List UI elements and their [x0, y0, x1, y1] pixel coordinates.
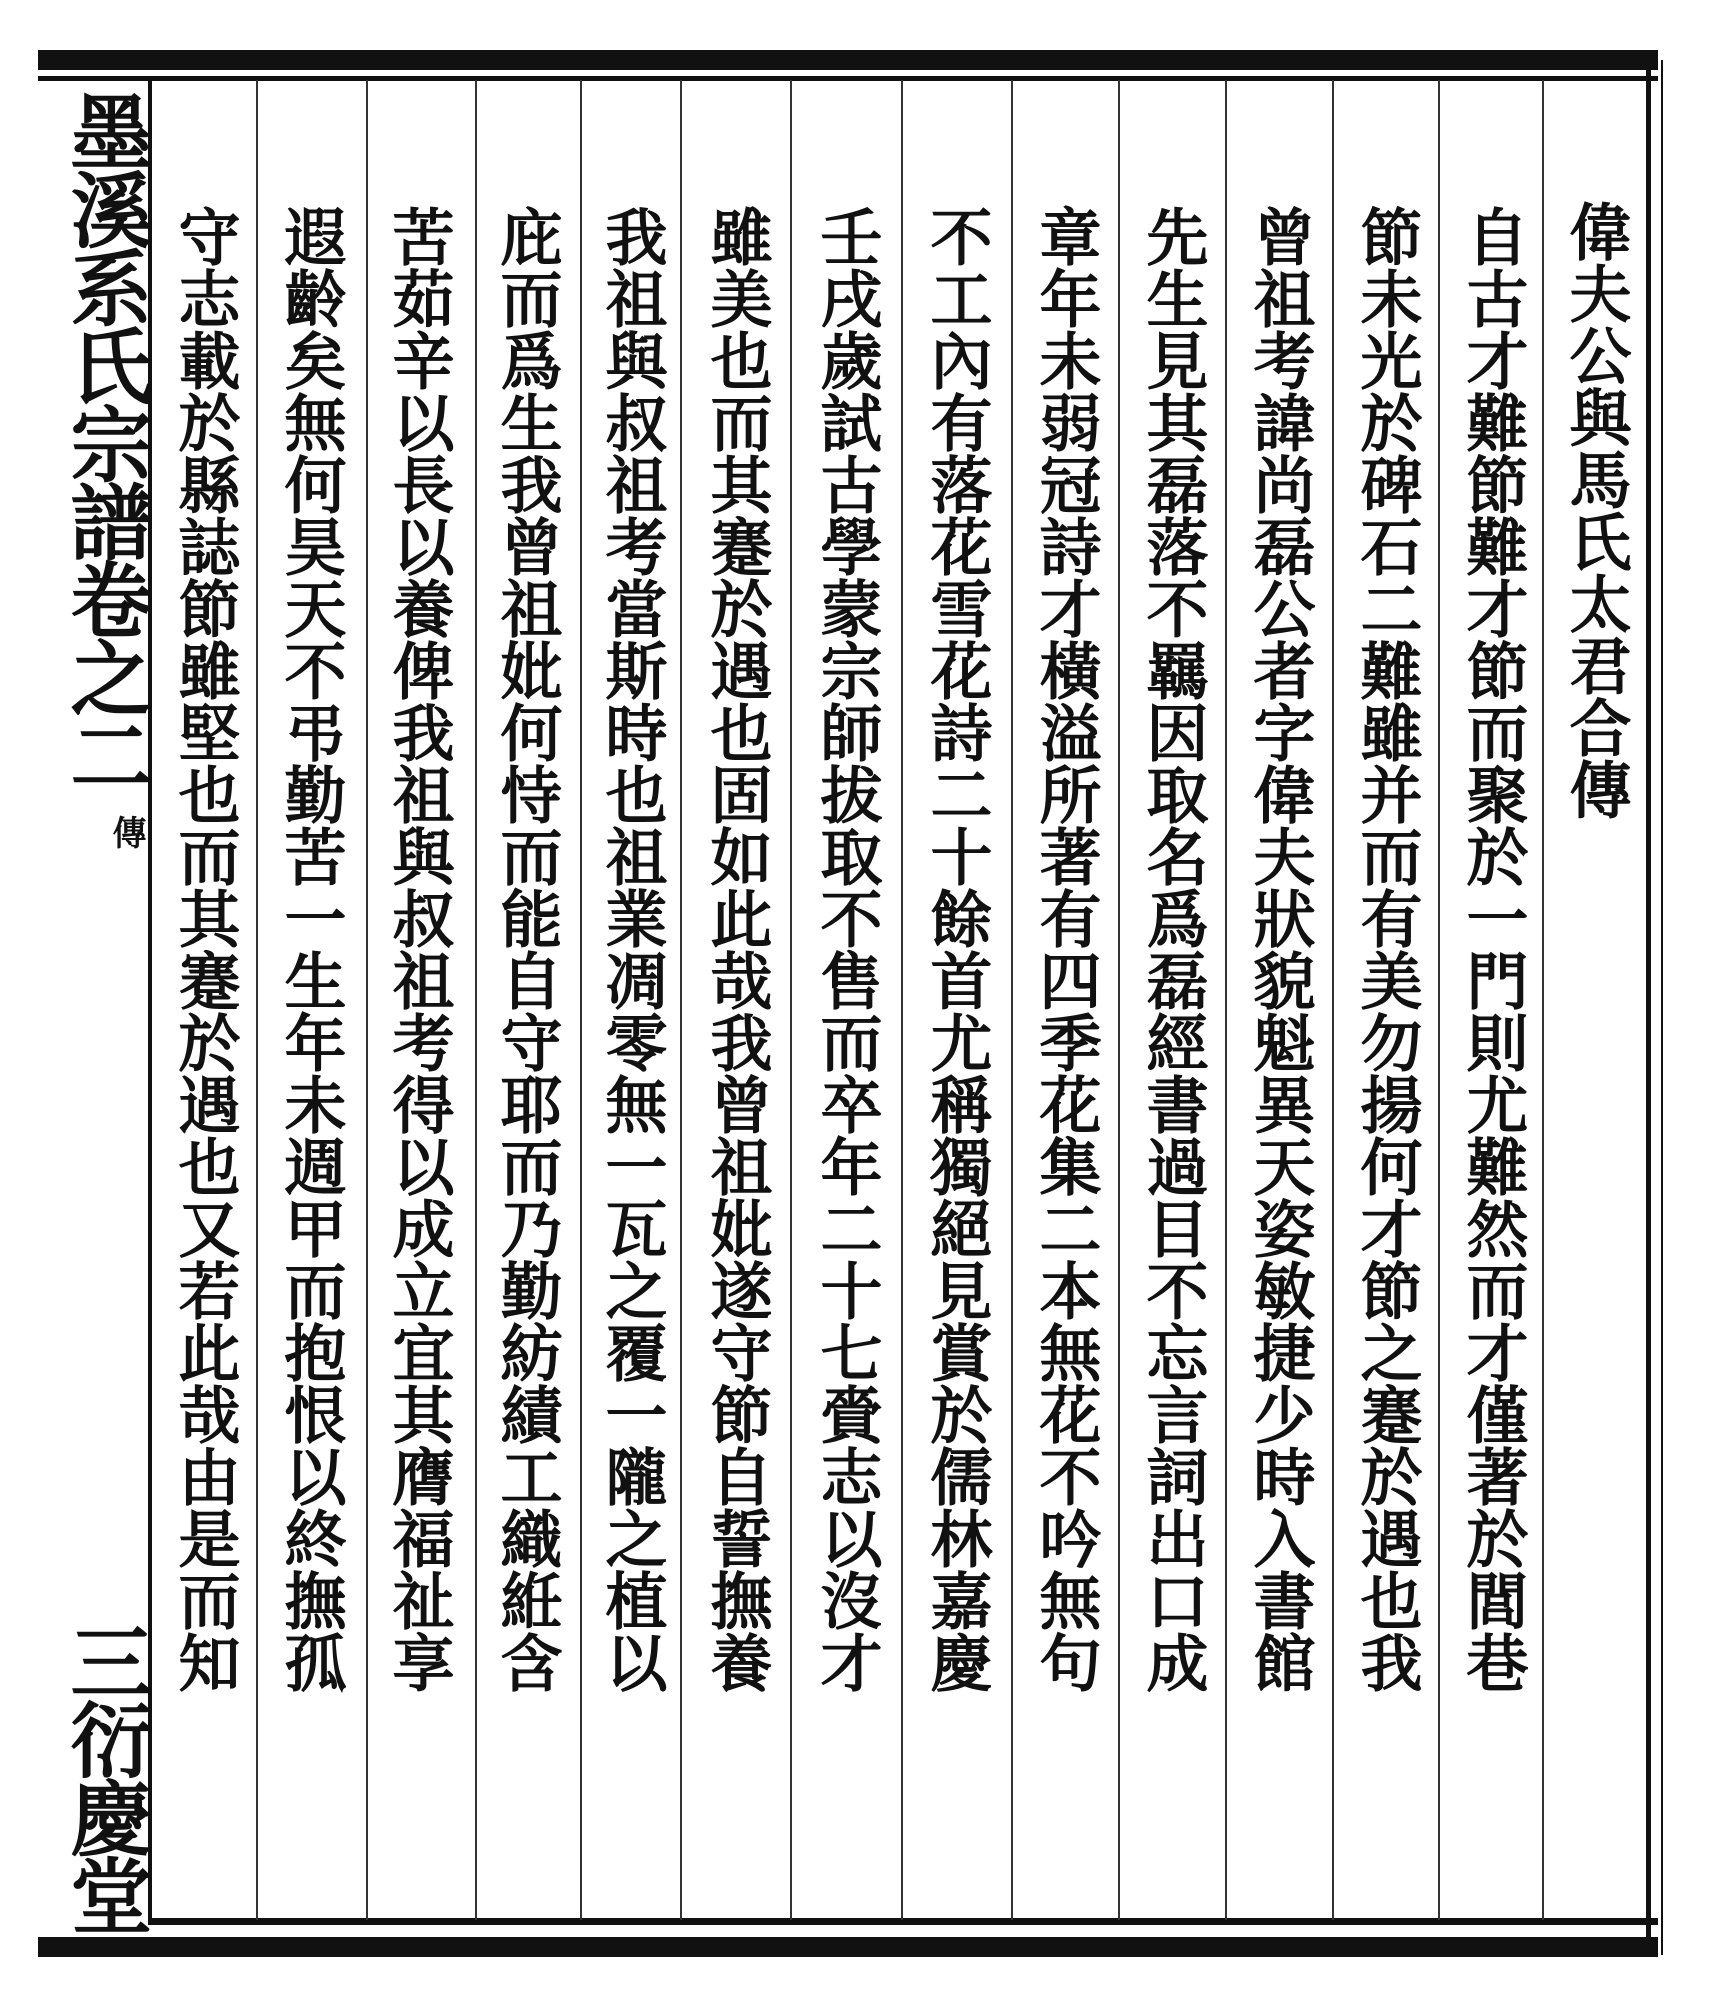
column-divider: [366, 80, 368, 1920]
volume-label: 卷之二: [57, 558, 153, 792]
column-divider: [580, 80, 582, 1920]
bottom-border-inner: [150, 1918, 1658, 1925]
text-column: 曾祖考諱尚磊公者字偉夫狀貌魁異天姿敏捷少時入書館: [1243, 205, 1316, 1693]
text-column: 守志載於縣誌節雖堅也而其蹇於遇也又若此哉由是而知: [168, 205, 241, 1693]
text-column: 不工內有落花雪花詩二十餘首尤稱獨絕見賞於儒林嘉慶: [920, 205, 993, 1693]
column-divider: [1438, 80, 1440, 1920]
text-column: 節未光於碑石二難雖并而有美勿揚何才節之蹇於遇也我: [1350, 205, 1423, 1693]
column-divider: [1542, 80, 1544, 1920]
text-column: 壬戌歲試古學蒙宗師拔取不售而卒年二十七賫志以沒才: [810, 205, 883, 1693]
column-divider: [901, 80, 903, 1920]
right-border: [1646, 60, 1651, 1955]
section-label: 傳: [106, 815, 146, 849]
top-border: [38, 50, 1658, 70]
top-border-inner: [38, 76, 1658, 81]
document-title: 偉夫公與馬氏太君合傳: [1559, 200, 1632, 820]
column-divider: [1118, 80, 1120, 1920]
bottom-border: [38, 1937, 1658, 1957]
text-column: 先生見其磊落不羈因取名爲磊經書過目不忘言詞出口成: [1136, 205, 1209, 1693]
column-divider: [680, 80, 682, 1920]
book-title-text: 墨溪系氏宗譜: [57, 90, 153, 558]
page-gutter: [40, 80, 153, 1940]
text-column: 我祖與叔祖考當斯時也祖業凋零無一瓦之覆一隴之植以: [595, 205, 668, 1693]
book-title: [57, 90, 153, 792]
page-footer: [57, 1620, 153, 1932]
column-divider: [475, 80, 477, 1920]
page-number: 三: [57, 1620, 153, 1698]
hall-name: 衍慶堂: [57, 1698, 153, 1932]
column-divider: [1225, 80, 1227, 1920]
column-divider: [790, 80, 792, 1920]
text-column: 遐齡矣無何昊天不弔勤苦一生年未週甲而抱恨以終撫孤: [274, 205, 347, 1693]
text-column: 苦茹辛以長以養俾我祖與叔祖考得以成立宜其膺福祉享: [382, 205, 455, 1693]
right-border-inner: [1661, 60, 1663, 1955]
column-divider: [1332, 80, 1334, 1920]
text-column: 雖美也而其蹇於遇也固如此哉我曾祖妣遂守節自誓撫養: [700, 205, 773, 1693]
column-divider: [1011, 80, 1013, 1920]
column-divider: [256, 80, 258, 1920]
text-column: 庇而爲生我曾祖妣何恃而能自守耶而乃勤紡績工織絍含: [490, 205, 563, 1693]
text-column: 自古才難節難才節而聚於一門則尤難然而才僅著於閭巷: [1456, 205, 1529, 1693]
text-column: 章年未弱冠詩才橫溢所著有四季花集二本無花不吟無句: [1029, 205, 1102, 1693]
